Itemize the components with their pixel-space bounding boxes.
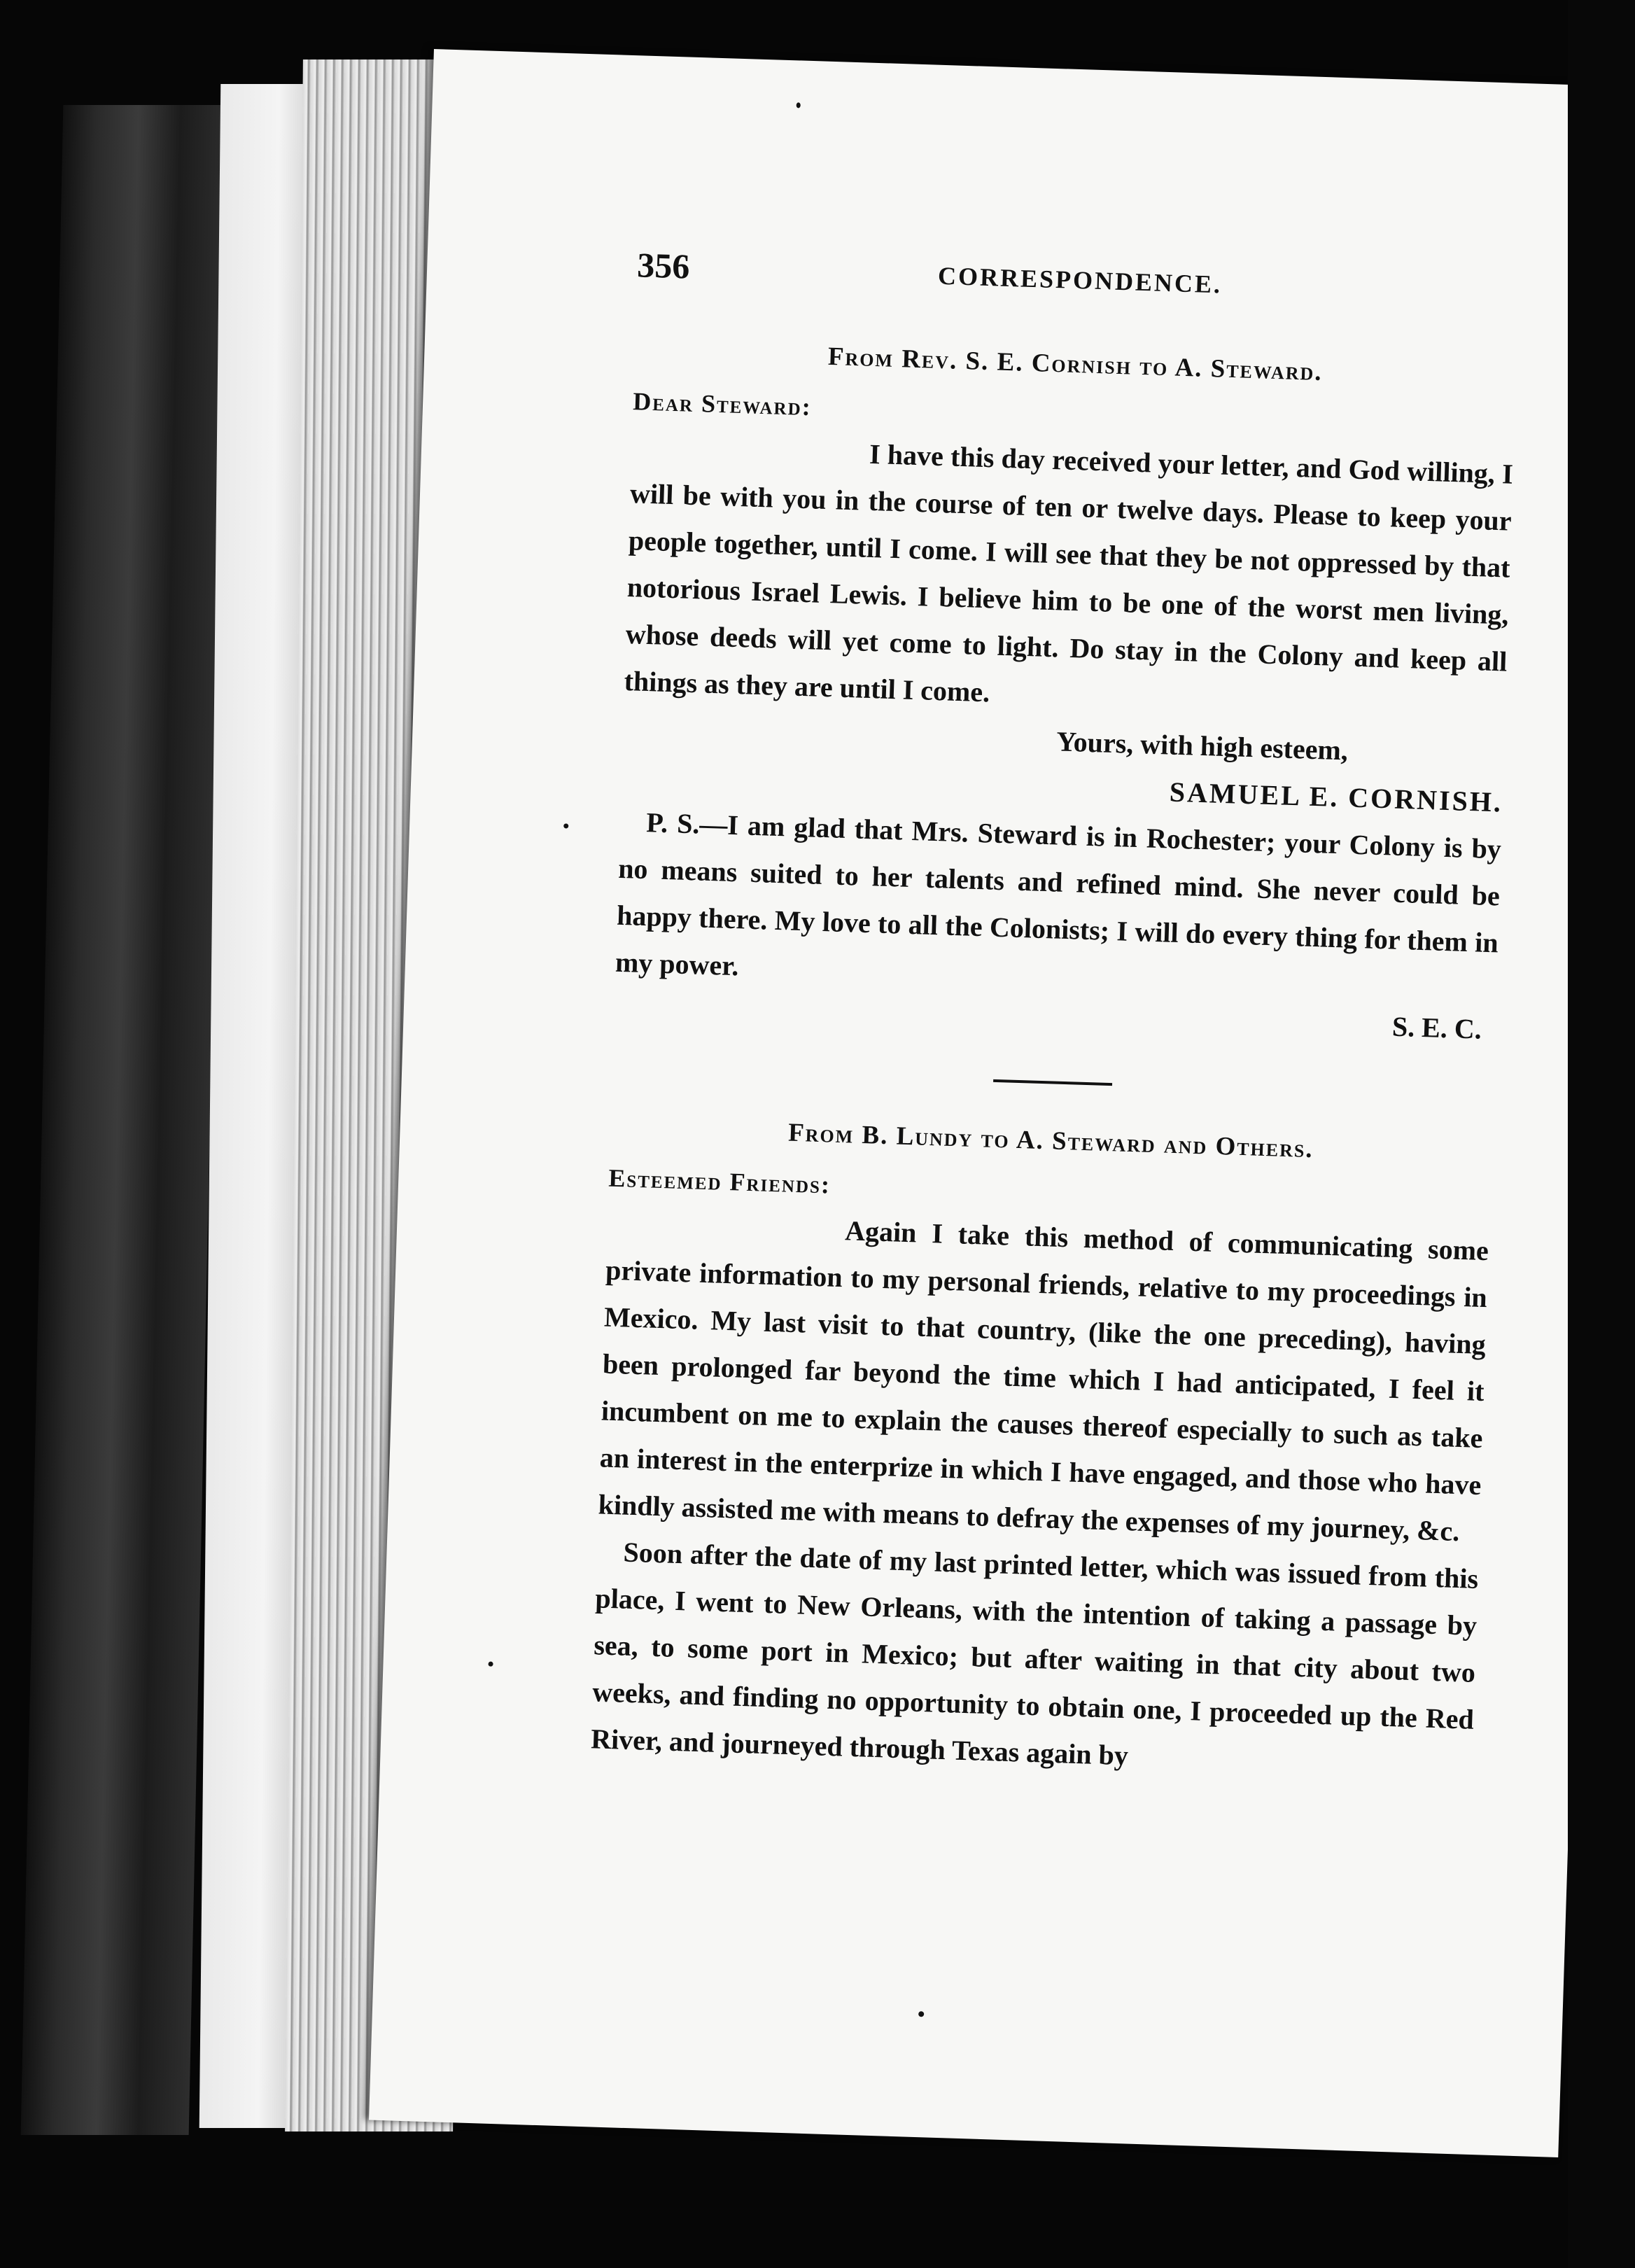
book-spine	[21, 105, 232, 2135]
letter-salutation: Dear Steward:	[632, 387, 813, 421]
book-page	[369, 49, 1623, 2157]
letter-closing: Yours, with high esteem,	[1055, 725, 1349, 766]
letter-postscript: P. S.—I am glad that Mrs. Steward is in Rochester; your Colony is by no means suited to her talents and refined mind. She never could be happy there. My love to all the Colonists; I will do every thing for them in my power.	[615, 806, 1502, 982]
scan-background-edge	[1568, 0, 1635, 2268]
postscript-initials: S. E. C.	[1391, 1010, 1482, 1045]
page-number: 356	[636, 245, 691, 286]
section-divider	[993, 1079, 1112, 1086]
ink-speck	[488, 1662, 493, 1667]
page-text	[590, 244, 1520, 1790]
ink-speck	[918, 2011, 924, 2017]
letter-paragraph: I have this day received your letter, and God willing, I will be with you in the course of ten or twelve days. Please to keep your people together, until I come. I will see that they be not oppressed by that notorious Israel Lewis. I believe him to be one of the worst men living, whose deeds will yet come to light. Do stay in the Colony and keep all things as they are until I come.	[624, 438, 1514, 708]
letter-signature: SAMUEL E. CORNISH.	[1169, 776, 1503, 818]
page-header	[636, 244, 1520, 328]
letter-heading: From Rev. S. E. Cornish to A. Steward.	[827, 342, 1324, 387]
letter-paragraph: Again I take this method of communicating some private information to my personal friends, relative to my proceedings in Mexico. My last visit to that country, (like the one preceding), having been prolonged far beyond the time which I had anticipated, I feel it incumbent on me to explain the causes thereof especially to such as take an interest in the enterprize in which I have engaged, and those who have kindly assisted me with means to defray the expenses of my journey, &c.	[598, 1214, 1489, 1548]
ink-speck	[563, 823, 568, 828]
letter-heading: From B. Lundy to A. Steward and Others.	[787, 1118, 1314, 1164]
ink-speck	[797, 102, 801, 108]
running-title: CORRESPONDENCE.	[937, 261, 1223, 299]
letter-paragraph: Soon after the date of my last printed letter, which was issued from this place, I went to New Orleans, with the intention of taking a passage by sea, to some port in Mexico; but after waiting in that city about two weeks, and finding no opportunity to obtain one, I proceeded up the Red River, and journeyed through Texas again by	[590, 1536, 1479, 1772]
letter-salutation: Esteemed Friends:	[608, 1163, 831, 1199]
